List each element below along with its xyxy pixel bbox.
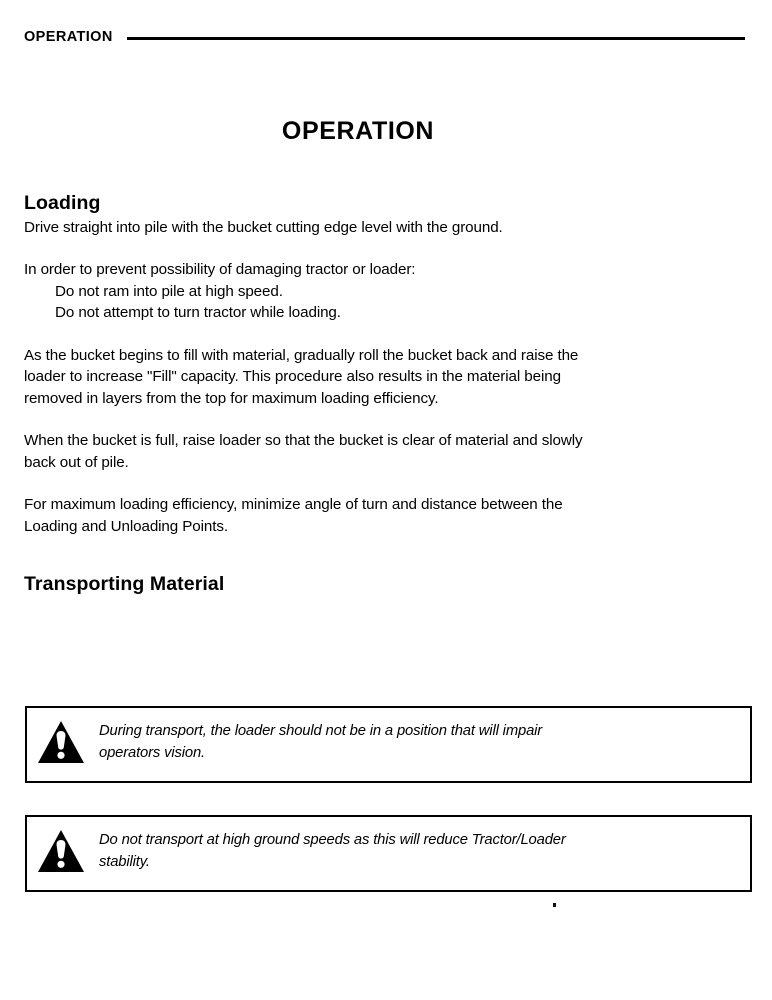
paragraph [24,345,752,410]
text-line: loader to increase "Fill" capacity. This procedure also results in the material being [24,368,561,386]
text-line-indented: Do not ram into pile at high speed. [55,282,283,300]
paragraph [24,259,752,324]
warning-message [99,828,566,873]
section-heading-loading: Loading [24,191,101,214]
text-line: stability. [99,854,150,870]
text-line: back out of pile. [24,453,129,471]
text-line: For maximum loading efficiency, minimize angle of turn and distance between the [24,496,563,514]
text-line: In order to prevent possibility of damaging tractor or loader: [24,261,416,279]
text-line: Do not transport at high ground speeds as this will reduce Tractor/Loader [99,832,566,848]
paragraph [24,494,752,537]
text-line: As the bucket begins to fill with material, gradually roll the bucket back and raise the [24,346,579,364]
warning-message [99,719,542,764]
warning-triangle-icon [37,720,85,764]
paragraph [24,217,752,239]
horizontal-rule-icon [127,37,745,40]
warning-callout [25,815,752,892]
text-line: removed in layers from the top for maximum loading efficiency. [24,389,439,407]
text-line: operators vision. [99,745,206,761]
section-loading [24,192,752,538]
section-heading-transporting-material: Transporting Material [24,573,225,596]
text-line-indented: Do not attempt to turn tractor while loading. [55,304,341,322]
scan-artifact [553,903,556,907]
paragraph [24,430,752,473]
text-line: When the bucket is full, raise loader so that the bucket is clear of material and slowly [24,432,583,450]
running-header-title: OPERATION [24,28,113,45]
warning-callout-list [25,706,752,892]
text-line: Drive straight into pile with the bucket cutting edge level with the ground. [24,218,503,236]
text-line: Loading and Unloading Points. [24,517,228,535]
section-transporting-material [24,573,752,595]
warning-triangle-icon [37,829,85,873]
document-body [24,118,752,596]
text-line: During transport, the loader should not be in a position that will impair [99,723,543,739]
page-title: OPERATION [281,117,435,145]
page-running-header [24,26,745,48]
warning-callout [25,706,752,783]
